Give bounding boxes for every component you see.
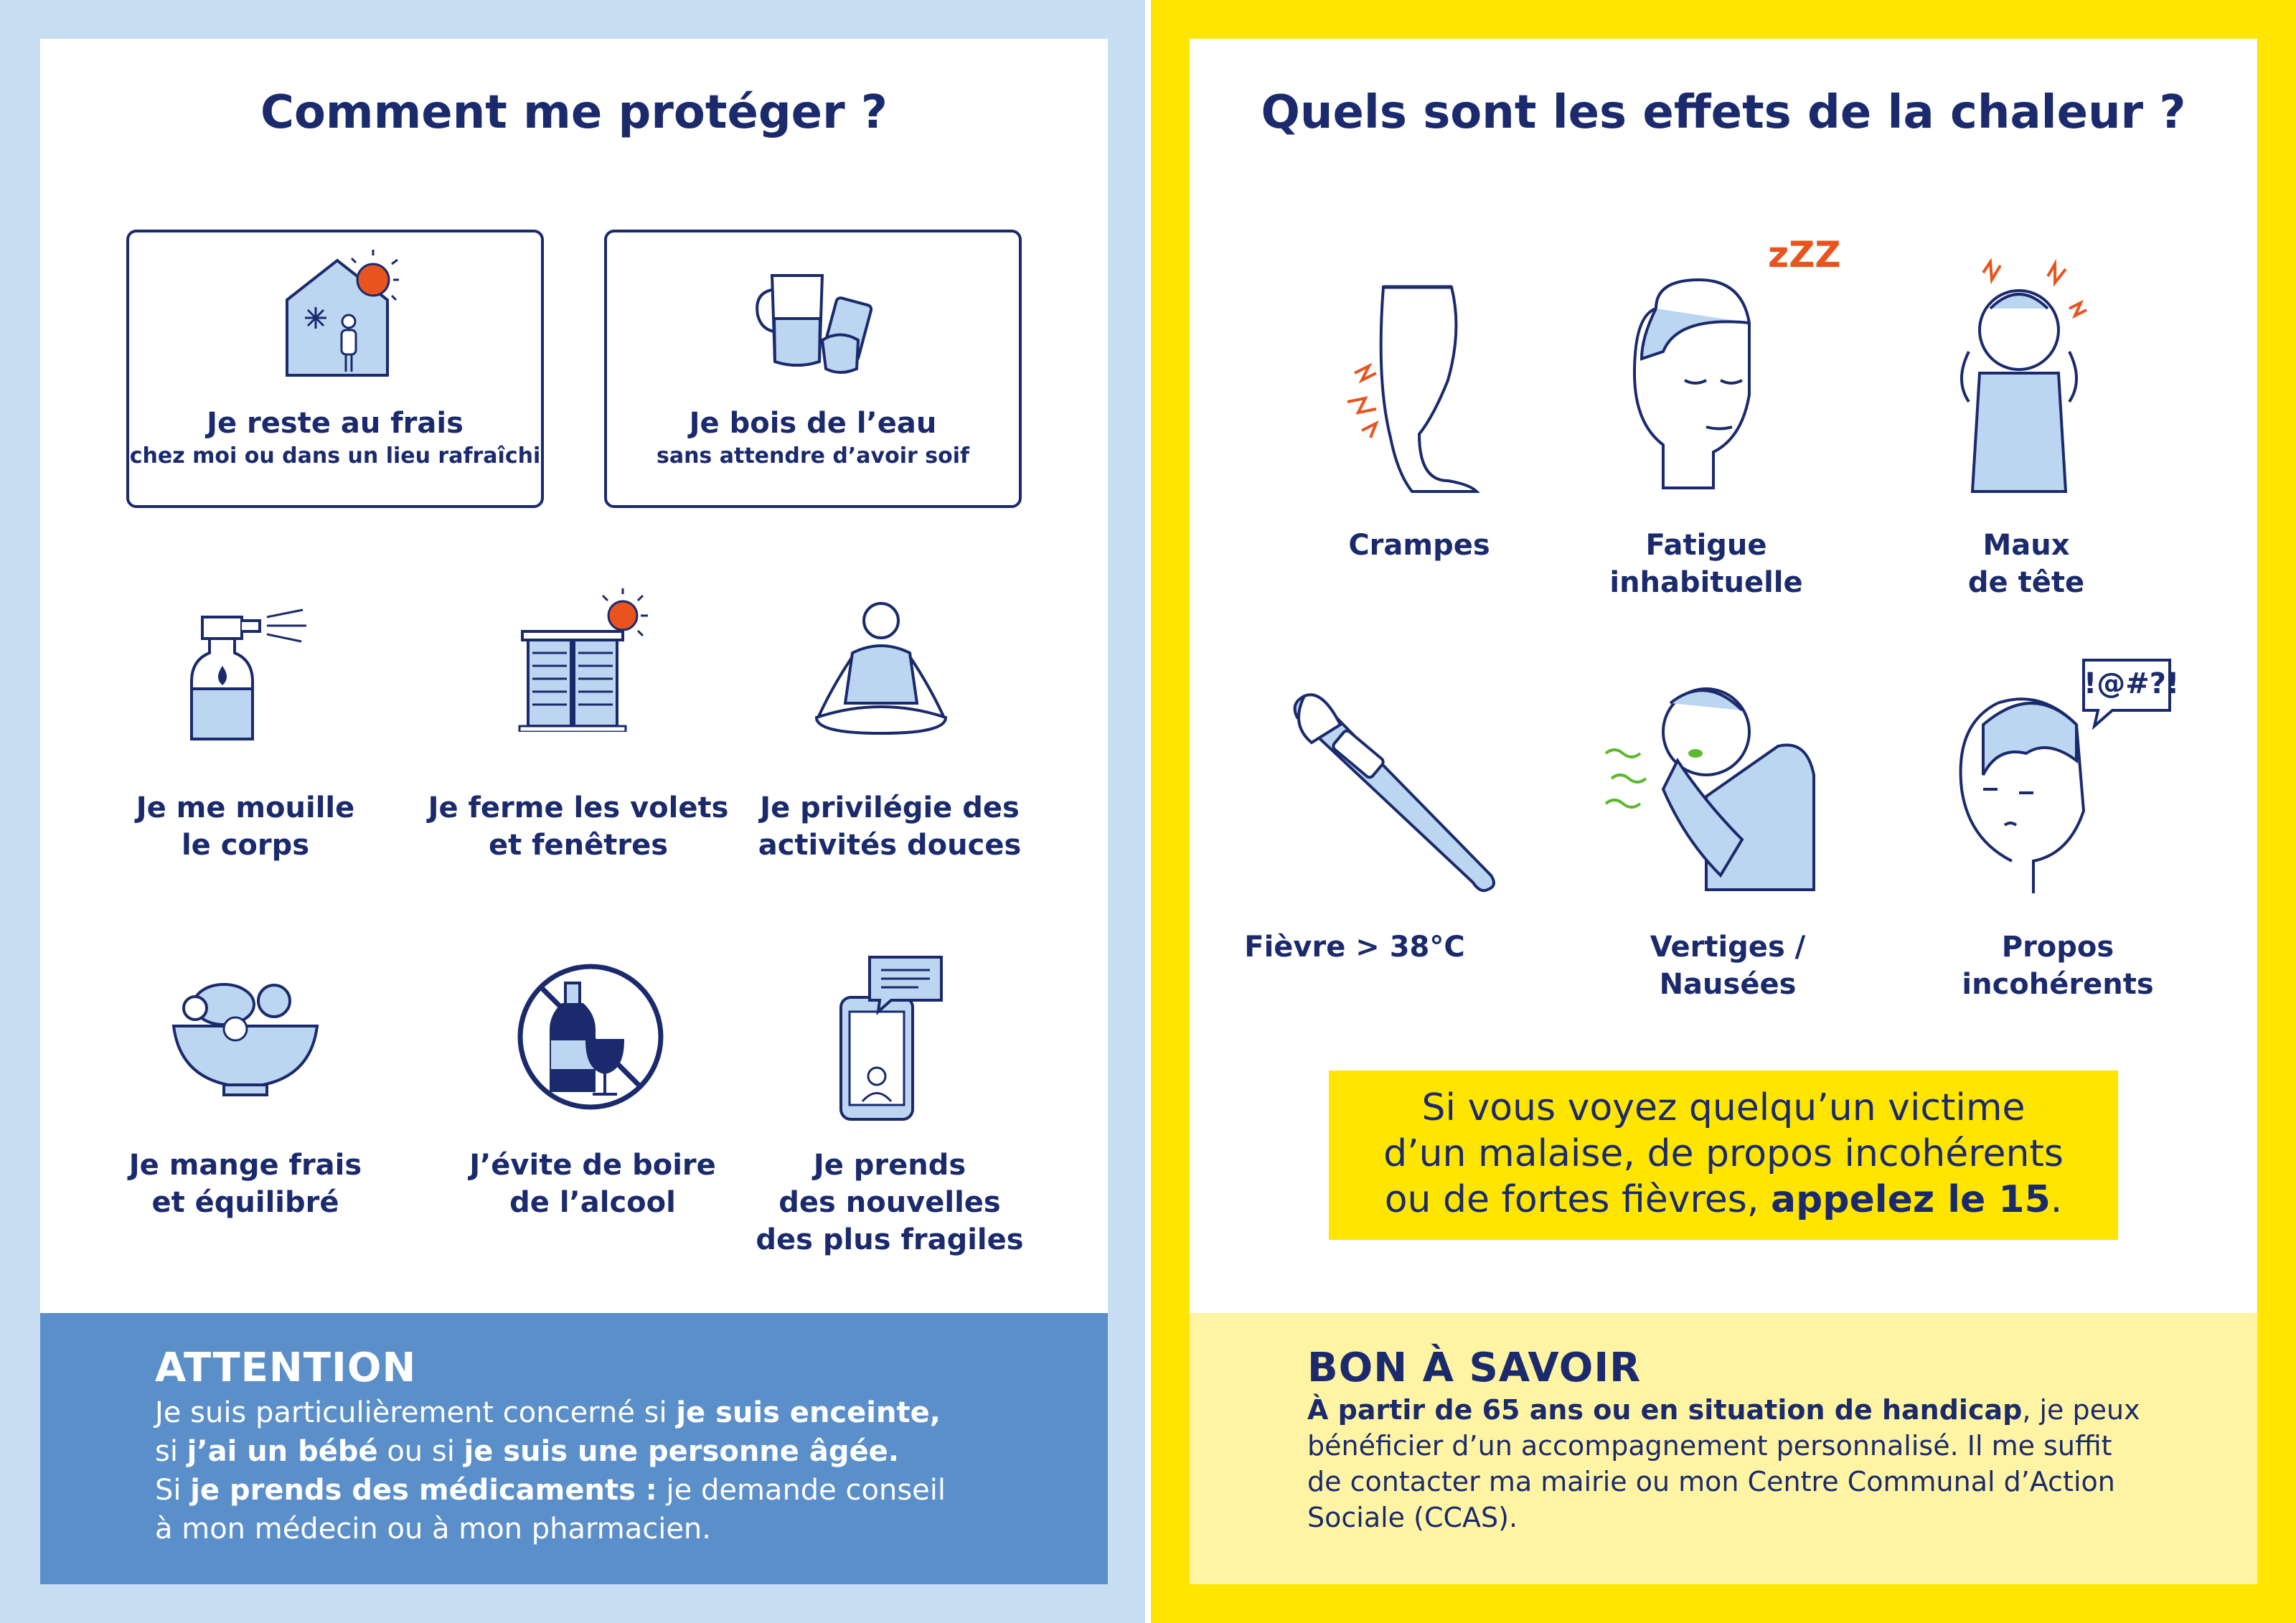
tip-check-fragile-line2: des nouvelles <box>778 1186 1001 1219</box>
salad-bowl-icon <box>166 969 324 1098</box>
tip-gentle-activities-line2: activités douces <box>758 829 1022 862</box>
protection-title: Comment me protéger ? <box>260 86 888 139</box>
effect-vertigo-label: Vertiges / Nausées <box>1650 931 1806 1001</box>
protection-card <box>40 39 1108 1313</box>
effect-incoherent-label: Propos incohérents <box>1962 931 2154 1001</box>
speech-bubble-text: !@#?! <box>2084 667 2180 700</box>
zzz-mark: zZZ <box>1768 234 1841 276</box>
drink-water-box <box>604 230 1022 508</box>
headache-icon <box>1940 258 2098 495</box>
stay-cool-title: Je reste au frais <box>207 407 464 440</box>
phone-message-icon <box>834 954 949 1126</box>
leg-cramp-icon <box>1326 244 1498 495</box>
tip-eat-fresh-line1: Je mange frais <box>128 1149 362 1182</box>
drink-water-subtitle: sans attendre d’avoir soif <box>656 443 970 469</box>
panel-divider <box>1145 0 1151 1623</box>
good-to-know-title: BON À SAVOIR <box>1307 1345 1642 1391</box>
tip-gentle-activities-line1: Je privilégie des <box>760 791 1020 824</box>
tip-eat-fresh-line2: et équilibré <box>151 1186 339 1219</box>
tip-check-fragile-line3: des plus fragiles <box>756 1223 1024 1256</box>
heat-effects-title: Quels sont les effets de la chaleur ? <box>1261 86 2186 139</box>
good-to-know-text: À partir de 65 ans ou en situation de handicap, je peux bénéficier d’un accompagnement personnalisé. Il me suffit de contacter ma mairie ou mon Centre Communal d’Action Sociale (CCAS). <box>1307 1394 2140 1533</box>
tip-wet-body-line2: le corps <box>181 829 310 862</box>
effect-cramps-label: Crampes <box>1348 529 1490 562</box>
attention-text: Je suis particulièrement concerné si je suis enceinte, si j’ai un bébé ou si je suis une personne âgée. Si je prends des médicaments : je demande conseil à mon médecin ou à mon pharmacien. <box>155 1396 946 1546</box>
meditation-icon <box>802 596 960 739</box>
stay-cool-box <box>126 230 544 508</box>
effect-fever-label: Fièvre > 38°C <box>1244 931 1465 964</box>
tip-no-alcohol-line2: de l’alcool <box>509 1186 676 1219</box>
tip-shutters-line1: Je ferme les volets <box>428 791 729 824</box>
nausea-icon <box>1599 660 1835 897</box>
attention-title: ATTENTION <box>155 1345 417 1391</box>
drink-water-title: Je bois de l’eau <box>689 407 937 440</box>
house-sun-icon <box>273 250 402 379</box>
water-pitcher-icon <box>751 261 880 383</box>
tip-wet-body-line1: Je me mouille <box>136 791 355 824</box>
attention-panel <box>40 1313 1108 1584</box>
good-to-know-panel <box>1190 1313 2257 1584</box>
effect-fatigue-label: Fatigue inhabituelle <box>1609 529 1803 599</box>
tired-face-icon <box>1613 251 1799 495</box>
stay-cool-subtitle: chez moi ou dans un lieu rafraîchi <box>129 443 541 469</box>
tip-shutters-line2: et fenêtres <box>488 829 669 862</box>
tip-no-alcohol-line1: J’évite de boire <box>469 1149 716 1182</box>
thermometer-icon <box>1283 674 1505 897</box>
shutters-sun-icon <box>508 588 651 732</box>
no-alcohol-icon <box>515 961 666 1112</box>
effect-headache-label: Maux de tête <box>1967 529 2085 599</box>
tip-check-fragile-line1: Je prends <box>813 1149 966 1182</box>
emergency-callout: Si vous voyez quelqu’un victime d’un malaise, de propos incohérents ou de fortes fièvres, appelez le 15. <box>1329 1071 2118 1240</box>
spray-bottle-icon <box>181 603 310 746</box>
